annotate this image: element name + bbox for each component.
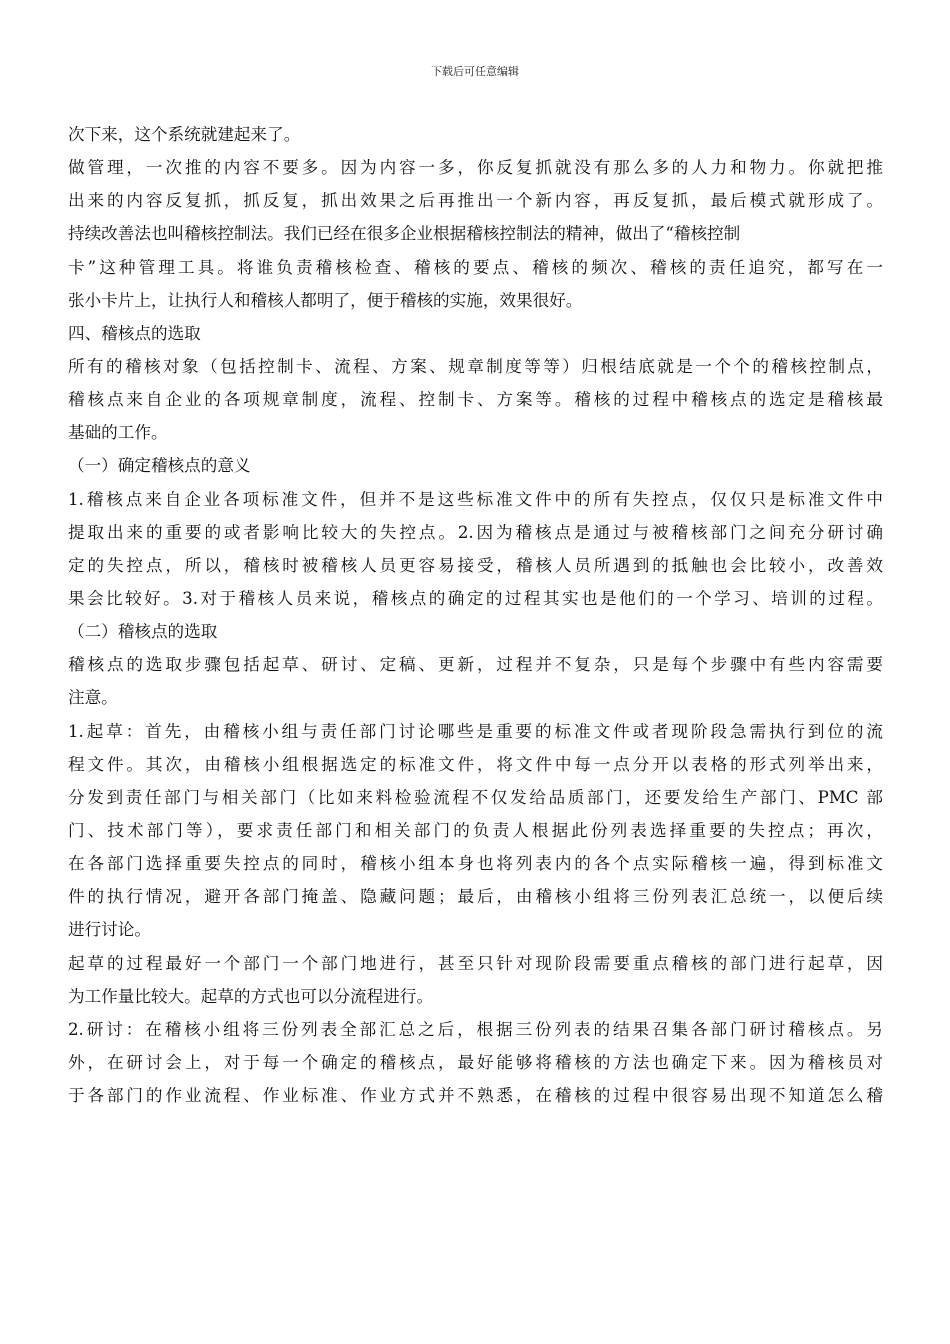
text-line: 果会比较好。3.对于稽核人员来说，稽核点的确定的过程其实也是他们的一个学习、培训的过程。 [68,588,883,608]
text-line: 在各部门选择重要失控点的同时，稽核小组本身也将列表内的各个点实际稽核一遍，得到标准文 [68,854,883,874]
text-line: 分发到责任部门与相关部门（比如来料检验流程不仅发给品质部门，还要发给生产部门、PMC 部 [68,787,883,807]
text-line: 基础的工作。 [68,423,168,443]
page-header: 下载后可任意编辑 [431,65,519,78]
text-line: 门、技术部门等），要求责任部门和相关部门的负责人根据此份列表选择重要的失控点；再次， [68,820,883,840]
text-line: 提取出来的重要的或者影响比较大的失控点。2.因为稽核点是通过与被稽核部门之间充分研讨确 [68,522,883,542]
text-line: 2.研讨：在稽核小组将三份列表全部汇总之后，根据三份列表的结果召集各部门研讨稽核点。另 [68,1019,883,1039]
text-line: （二）稽核点的选取 [68,622,218,642]
text-line: 注意。 [68,688,118,708]
text-line: 稽核点来自企业的各项规章制度，流程、控制卡、方案等。稽核的过程中稽核点的选定是稽核最 [68,390,883,410]
text-line: 件的执行情况，避开各部门掩盖、隐藏问题；最后，由稽核小组将三份列表汇总统一，以便后续 [68,887,883,907]
text-line: 定的失控点，所以，稽核时被稽核人员更容易接受，稽核人员所遇到的抵触也会比较小，改善效 [68,555,883,575]
text-line: 做管理，一次推的内容不要多。因为内容一多，你反复抓就没有那么多的人力和物力。你就把推 [68,158,883,178]
text-line: 四、稽核点的选取 [68,323,201,343]
text-line: 持续改善法也叫稽核控制法。我们已经在很多企业根据稽核控制法的精神，做出了“稽核控制 [68,224,741,244]
text-line: 1.起草：首先，由稽核小组与责任部门讨论哪些是重要的标准文件或者现阶段急需执行到位的流 [68,721,883,741]
text-line: 出来的内容反复抓，抓反复，抓出效果之后再推出一个新内容，再反复抓，最后模式就形成了。 [68,191,883,211]
text-line: 为工作量比较大。起草的方式也可以分流程进行。 [68,986,434,1006]
text-line: 所有的稽核对象（包括控制卡、流程、方案、规章制度等等）归根结底就是一个个的稽核控制点， [68,356,883,376]
text-line: 张小卡片上，让执行人和稽核人都明了，便于稽核的实施，效果很好。 [68,290,583,310]
text-line: 稽核点的选取步骤包括起草、研讨、定稿、更新，过程并不复杂，只是每个步骤中有些内容需要 [68,655,883,675]
text-line: 进行讨论。 [68,920,151,940]
text-line: 于各部门的作业流程、作业标准、作业方式并不熟悉，在稽核的过程中很容易出现不知道怎么稽 [68,1086,883,1106]
text-line: 外，在研讨会上，对于每一个确定的稽核点，最好能够将稽核的方法也确定下来。因为稽核员对 [68,1052,883,1072]
document-body [68,118,883,1112]
text-line: 次下来，这个系统就建起来了。 [68,125,301,144]
text-line: 1.稽核点来自企业各项标准文件，但并不是这些标准文件中的所有失控点，仅仅只是标准文件中 [68,489,883,509]
text-line: 卡”这种管理工具。将谁负责稽核检查、稽核的要点、稽核的频次、稽核的责任追究，都写在一 [68,257,883,277]
text-line: 起草的过程最好一个部门一个部门地进行，甚至只针对现阶段需要重点稽核的部门进行起草，因 [68,953,883,973]
text-line: 程文件。其次，由稽核小组根据选定的标准文件，将文件中每一点分开以表格的形式列举出来， [68,754,883,774]
text-line: （一）确定稽核点的意义 [68,456,251,476]
